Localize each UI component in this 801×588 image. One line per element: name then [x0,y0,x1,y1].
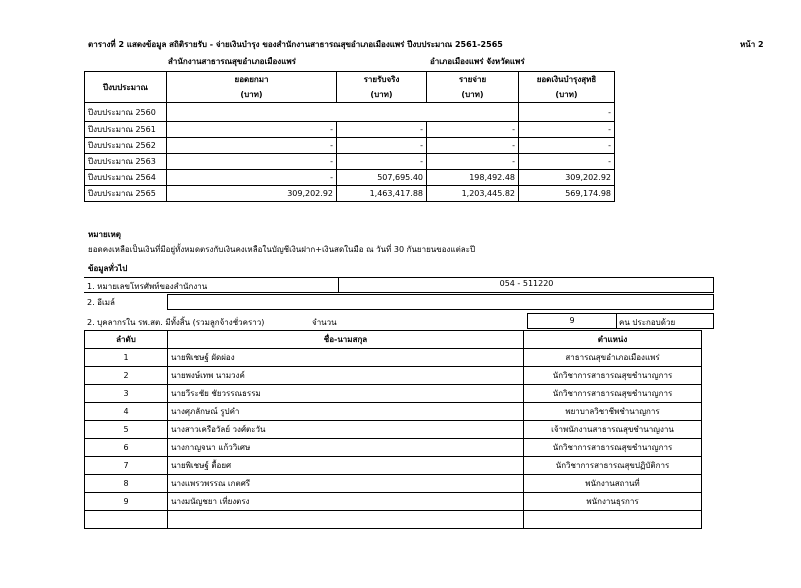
no-cell: 6 [85,439,168,457]
finance-header-row [85,72,615,88]
income-cell: 507,695.40 [337,170,427,186]
name-cell: นายพิเชษฐ์ ตื้อยศ [168,457,524,475]
carried-cell: - [167,170,337,186]
position-cell: นักวิชาการสาธารณสุขชำนาญการ [524,385,702,403]
position-cell: นักวิชาการสาธารณสุขชำนาญการ [524,367,702,385]
staff-count-box [527,313,617,329]
expense-cell: 198,492.48 [427,170,519,186]
year-cell: ปีงบประมาณ 2561 [85,122,167,138]
header-unit: (บาท) [519,87,615,103]
table-row [85,439,702,457]
no-cell: 8 [85,475,168,493]
position-cell: พนักงานสถานที่ [524,475,702,493]
staff-unit: คน ประกอบด้วย [619,318,676,327]
document-title: ตารางที่ 2 แสดงข้อมูล สถิติรายรับ - จ่ายเงินบำรุง ของสำนักงานสาธารณสุขอำเภอเมืองแพร่ ปีงบประมาณ 2561-2565 [88,40,503,49]
name-cell: นางสาวเครือวัลย์ วงศ์ตะวัน [168,421,524,439]
finance-table [84,71,615,202]
header-no: ลำดับ [85,331,168,349]
table-row [85,457,702,475]
table-row [85,421,702,439]
phone-value: 054 - 511220 [499,279,554,288]
name-cell [168,511,524,529]
name-cell: นางศุภลักษณ์ รูปคำ [168,403,524,421]
carried-cell: 309,202.92 [167,186,337,202]
carried-cell: - [167,122,337,138]
table-row [85,511,702,529]
expense-cell: - [427,154,519,170]
header-net: ยอดเงินบำรุงสุทธิ [519,72,615,88]
page-number: หน้า 2 [740,40,764,49]
table-row [85,122,615,138]
name-cell: นางกาญจนา แก้ววิเศษ [168,439,524,457]
phone-value-box [338,277,714,293]
header-expense: รายจ่าย [427,72,519,88]
staff-header-row [85,331,702,349]
net-cell: - [519,122,615,138]
position-cell: นักวิชาการสาธารณสุขปฏิบัติการ [524,457,702,475]
table-row [85,349,702,367]
header-carried: ยอดยกมา [167,72,337,88]
staff-count-label: จำนวน [312,318,337,327]
header-unit: (บาท) [337,87,427,103]
year-cell: ปีงบประมาณ 2565 [85,186,167,202]
email-value-box [167,294,714,310]
remarks-heading: หมายเหตุ [88,230,121,239]
table-row [85,403,702,421]
income-cell: - [337,122,427,138]
header-name: ชื่อ-นามสกุล [168,331,524,349]
no-cell: 5 [85,421,168,439]
table-row [85,170,615,186]
table-row [85,154,615,170]
no-cell: 1 [85,349,168,367]
income-cell: - [337,154,427,170]
email-label: 2. อีเมล์ [87,298,115,307]
carried-cell [167,103,519,122]
office-location: อำเภอเมืองแพร่ จังหวัดแพร่ [430,57,525,66]
expense-cell: 1,203,445.82 [427,186,519,202]
office-name: สำนักงานสาธารณสุขอำเภอเมืองแพร่ [168,57,296,66]
general-heading: ข้อมูลทั่วไป [88,264,128,273]
staff-label: 2. บุคลากรใน รพ.สต. มีทั้งสิ้น (รวมลูกจ้างชั่วคราว) [87,318,265,327]
remarks-text: ยอดคงเหลือเป็นเงินที่มีอยู่ทั้งหมดตรงกับเงินคงเหลือในบัญชีเงินฝาก+เงินสดในมือ ณ วันที่ 30 กันยายนของแต่ละปี [88,245,476,254]
no-cell: 9 [85,493,168,511]
name-cell: นายวีระชัย ชัยวรรณธรรม [168,385,524,403]
header-position: ตำแหน่ง [524,331,702,349]
carried-cell: - [167,154,337,170]
phone-label: 1. หมายเลขโทรศัพท์ของสำนักงาน [87,282,208,291]
year-cell: ปีงบประมาณ 2564 [85,170,167,186]
year-cell: ปีงบประมาณ 2563 [85,154,167,170]
position-cell: เจ้าพนักงานสาธารณสุขชำนาญงาน [524,421,702,439]
income-cell: - [337,138,427,154]
no-cell: 2 [85,367,168,385]
header-year: ปีงบประมาณ [85,72,167,103]
staff-unit-box [617,313,714,329]
header-unit: (บาท) [427,87,519,103]
expense-cell: - [427,138,519,154]
position-cell: สาธารณสุขอำเภอเมืองแพร่ [524,349,702,367]
no-cell: 7 [85,457,168,475]
table-row [85,385,702,403]
net-cell: - [519,154,615,170]
staff-count: 9 [569,316,575,325]
phone-row [84,277,714,293]
net-cell: 569,174.98 [519,186,615,202]
net-cell: 309,202.92 [519,170,615,186]
email-row [84,294,714,310]
name-cell: นายพงษ์เทพ นามวงค์ [168,367,524,385]
staff-table [84,330,702,529]
table-row [85,367,702,385]
position-cell: พยาบาลวิชาชีพชำนาญการ [524,403,702,421]
name-cell: นางแพรวพรรณ เกตศรี [168,475,524,493]
header-income: รายรับจริง [337,72,427,88]
name-cell: นางมนัญชยา เที่ยงตรง [168,493,524,511]
table-row [85,103,615,122]
income-cell: 1,463,417.88 [337,186,427,202]
name-cell: นายพิเชษฐ์ ผัดผ่อง [168,349,524,367]
no-cell: 3 [85,385,168,403]
expense-cell: - [427,122,519,138]
header-unit: (บาท) [167,87,337,103]
table-row [85,493,702,511]
net-cell: - [519,138,615,154]
position-cell: นักวิชาการสาธารณสุขชำนาญการ [524,439,702,457]
staff-count-row [84,313,714,329]
table-row [85,475,702,493]
net-cell: - [519,103,615,122]
year-cell: ปีงบประมาณ 2562 [85,138,167,154]
no-cell [85,511,168,529]
table-row [85,186,615,202]
position-cell: พนักงานธุรการ [524,493,702,511]
position-cell [524,511,702,529]
no-cell: 4 [85,403,168,421]
carried-cell: - [167,138,337,154]
table-row [85,138,615,154]
year-cell: ปีงบประมาณ 2560 [85,103,167,122]
